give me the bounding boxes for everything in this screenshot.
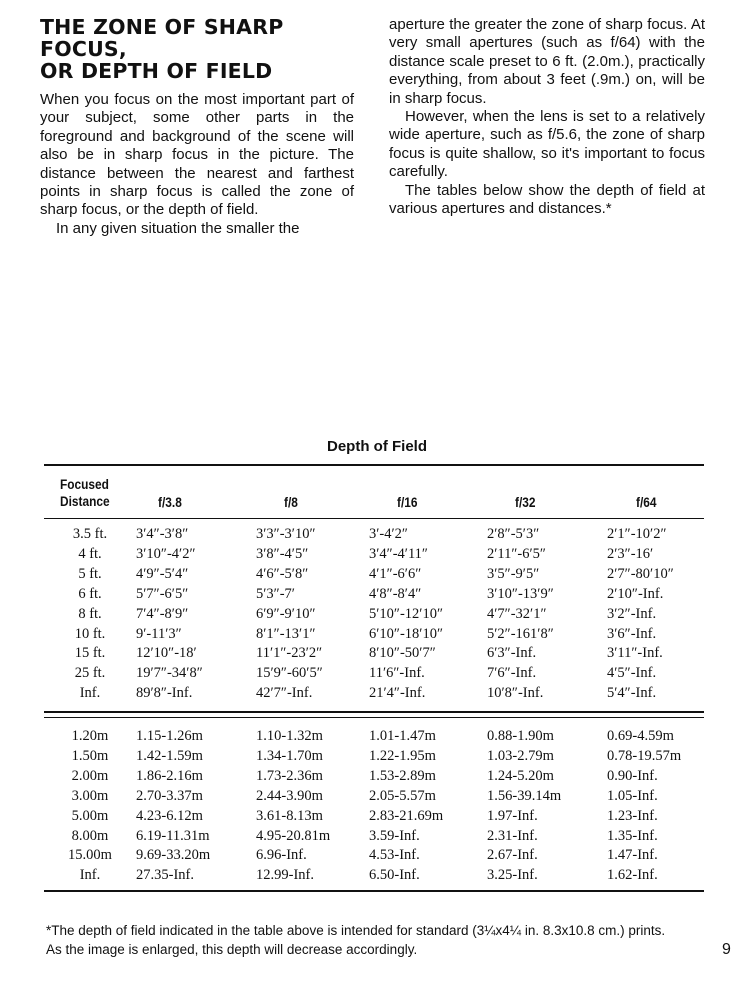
imperial-range-cell: 3′8″-4′5″ [256, 545, 309, 562]
imperial-focused-distance-cell: 25 ft. [74, 665, 106, 682]
metric-range-cell: 0.90-Inf. [607, 767, 658, 784]
imperial-range-cell: 2′3″-16′ [607, 545, 654, 562]
imperial-range-cell: 3′3″-3′10″ [256, 526, 316, 542]
imperial-range-cell: 3′10″-13′9″ [487, 585, 554, 602]
imperial-depth-table [44, 525, 704, 704]
imperial-range-cell: 7′6″-Inf. [487, 665, 537, 682]
imperial-range-cell: 3′11″-Inf. [607, 645, 663, 662]
metric-range-cell: 1.10-1.32m [256, 728, 323, 744]
metric-focused-distance-cell: 1.20m [71, 728, 109, 744]
imperial-range-cell: 2′8″-5′3″ [487, 526, 540, 542]
imperial-row [44, 644, 704, 664]
aperture-header-f64: f/64 [636, 494, 657, 510]
metric-row [44, 827, 704, 847]
metric-range-cell: 0.69-4.59m [607, 728, 674, 744]
table-top-rule [44, 464, 704, 466]
imperial-range-cell: 2′10″-Inf. [607, 585, 664, 602]
metric-range-cell: 1.01-1.47m [369, 728, 436, 744]
imperial-range-cell: 15′9″-60′5″ [256, 665, 323, 682]
imperial-range-cell: 42′7″-Inf. [256, 685, 313, 702]
imperial-range-cell: 8′1″-13′1″ [256, 625, 316, 642]
metric-range-cell: 2.44-3.90m [256, 787, 323, 804]
metric-range-cell: 0.88-1.90m [487, 728, 554, 744]
metric-row [44, 747, 704, 767]
section-rule-2 [44, 717, 704, 718]
footnote-line-2: As the image is enlarged, this depth will decrease accordingly. [46, 942, 418, 957]
metric-row [44, 807, 704, 827]
metric-range-cell: 1.34-1.70m [256, 747, 323, 764]
table-bottom-rule [44, 890, 704, 892]
imperial-range-cell: 4′9″-5′4″ [136, 565, 189, 582]
imperial-range-cell: 3′10″-4′2″ [136, 545, 196, 562]
metric-range-cell: 2.70-3.37m [136, 787, 203, 804]
paragraph-aperture-continued: aperture the greater the zone of sharp focus. At very small apertures (such as f/64) with the distance scale preset to 6 ft. (2.0m.), practically everything, from about 3 feet (.9m.) on, will be in sharp focus. [389, 16, 705, 107]
section-rule-1 [44, 711, 704, 713]
imperial-range-cell: 4′8″-8′4″ [369, 585, 422, 602]
metric-focused-distance-cell: 2.00m [71, 767, 109, 784]
metric-focused-distance-cell: 1.50m [71, 747, 109, 764]
imperial-range-cell: 3′-4′2″ [369, 526, 408, 542]
metric-range-cell: 4.95-20.81m [256, 827, 331, 844]
imperial-row [44, 565, 704, 585]
metric-range-cell: 6.96-Inf. [256, 847, 307, 864]
metric-range-cell: 4.23-6.12m [136, 807, 203, 824]
metric-range-cell: 12.99-Inf. [256, 867, 314, 884]
left-column [40, 16, 354, 238]
imperial-range-cell: 9′-11′3″ [136, 625, 182, 642]
imperial-row [44, 545, 704, 565]
imperial-range-cell: 5′4″-Inf. [607, 685, 657, 702]
imperial-range-cell: 6′10″-18′10″ [369, 625, 444, 642]
imperial-row [44, 664, 704, 684]
metric-range-cell: 1.73-2.36m [256, 767, 323, 784]
footnote-line-1: *The depth of field indicated in the table above is intended for standard (3¼x4¼ in. 8.3x10.8 cm.) prints. [46, 923, 666, 938]
aperture-header-f16: f/16 [397, 494, 418, 510]
imperial-range-cell: 19′7″-34′8″ [136, 665, 203, 682]
right-column [389, 16, 705, 218]
metric-range-cell: 1.47-Inf. [607, 847, 658, 864]
imperial-range-cell: 12′10″-18′ [136, 645, 197, 662]
metric-range-cell: 1.23-Inf. [607, 807, 658, 824]
imperial-range-cell: 5′3″-7′ [256, 585, 295, 602]
footnote [46, 921, 716, 959]
metric-focused-distance-cell: 15.00m [68, 847, 112, 864]
imperial-range-cell: 3′5″-9′5″ [487, 565, 540, 582]
metric-range-cell: 9.69-33.20m [136, 847, 211, 864]
imperial-focused-distance-cell: 10 ft. [74, 625, 106, 642]
metric-range-cell: 2.83-21.69m [369, 807, 444, 824]
imperial-range-cell: 4′6″-5′8″ [256, 565, 309, 582]
metric-range-cell: 4.53-Inf. [369, 847, 420, 864]
focused-distance-header [60, 476, 110, 510]
metric-range-cell: 27.35-Inf. [136, 867, 194, 884]
focused-distance-header-line-2: Distance [60, 493, 110, 509]
metric-range-cell: 6.19-11.31m [136, 827, 210, 844]
metric-focused-distance-cell: Inf. [79, 867, 101, 884]
metric-range-cell: 2.05-5.57m [369, 787, 436, 804]
imperial-range-cell: 4′5″-Inf. [607, 665, 657, 682]
metric-row [44, 866, 704, 886]
imperial-row [44, 625, 704, 645]
paragraph-tables-intro: The tables below show the depth of field at various apertures and distances.* [389, 181, 705, 218]
header-rule [44, 518, 704, 519]
focused-distance-header-line-1: Focused [60, 476, 109, 492]
imperial-range-cell: 3′2″-Inf. [607, 605, 657, 622]
metric-range-cell: 1.05-Inf. [607, 787, 658, 804]
imperial-range-cell: 2′11″-6′5″ [487, 545, 546, 562]
imperial-row [44, 605, 704, 625]
metric-range-cell: 1.56-39.14m [487, 787, 562, 804]
metric-row [44, 787, 704, 807]
imperial-focused-distance-cell: Inf. [79, 685, 101, 702]
metric-range-cell: 1.62-Inf. [607, 867, 658, 884]
aperture-header-f8: f/8 [284, 494, 298, 510]
metric-range-cell: 1.86-2.16m [136, 767, 203, 784]
imperial-range-cell: 3′4″-3′8″ [136, 526, 189, 542]
metric-row [44, 767, 704, 787]
page-number: 9 [722, 941, 731, 958]
metric-range-cell: 2.67-Inf. [487, 847, 538, 864]
imperial-row [44, 684, 704, 704]
metric-range-cell: 3.59-Inf. [369, 827, 420, 844]
imperial-focused-distance-cell: 5 ft. [78, 565, 102, 582]
imperial-range-cell: 2′1″-10′2″ [607, 526, 667, 542]
metric-focused-distance-cell: 8.00m [71, 827, 109, 844]
imperial-row [44, 585, 704, 605]
metric-depth-table [44, 727, 704, 886]
metric-range-cell: 1.35-Inf. [607, 827, 658, 844]
metric-range-cell: 3.61-8.13m [256, 807, 323, 824]
metric-range-cell: 0.78-19.57m [607, 747, 682, 764]
imperial-range-cell: 3′4″-4′11″ [369, 545, 428, 562]
aperture-header-f3-8: f/3.8 [158, 494, 182, 510]
imperial-focused-distance-cell: 8 ft. [78, 605, 102, 622]
imperial-range-cell: 5′2″-161′8″ [487, 625, 554, 642]
metric-range-cell: 1.22-1.95m [369, 747, 436, 764]
paragraph-wide-aperture: However, when the lens is set to a relatively wide aperture, such as f/5.6, the zone of sharp focus is quite shallow, so it's important to focus carefully. [389, 108, 705, 181]
imperial-range-cell: 5′10″-12′10″ [369, 605, 444, 622]
metric-range-cell: 6.50-Inf. [369, 867, 420, 884]
metric-range-cell: 3.25-Inf. [487, 867, 538, 884]
metric-row [44, 727, 704, 747]
imperial-range-cell: 3′6″-Inf. [607, 625, 657, 642]
metric-range-cell: 2.31-Inf. [487, 827, 538, 844]
imperial-range-cell: 6′9″-9′10″ [256, 605, 316, 622]
paragraph-intro: When you focus on the most important part of your subject, some other parts in the foreground and background of the scene will also be in sharp focus in the picture. The distance between the nearest and farthest points in sharp focus is called the zone of sharp focus, or the depth of field. [40, 91, 354, 219]
aperture-header-f32: f/32 [515, 494, 536, 510]
imperial-range-cell: 89′8″-Inf. [136, 685, 193, 702]
imperial-range-cell: 6′3″-Inf. [487, 645, 537, 662]
imperial-range-cell: 21′4″-Inf. [369, 685, 426, 702]
imperial-range-cell: 5′7″-6′5″ [136, 585, 189, 602]
imperial-range-cell: 10′8″-Inf. [487, 685, 544, 702]
table-title: Depth of Field [327, 438, 427, 455]
metric-focused-distance-cell: 5.00m [71, 807, 109, 824]
imperial-range-cell: 4′7″-32′1″ [487, 605, 547, 622]
imperial-focused-distance-cell: 3.5 ft. [72, 526, 108, 542]
metric-range-cell: 1.97-Inf. [487, 807, 538, 824]
metric-range-cell: 1.15-1.26m [136, 728, 203, 744]
paragraph-smaller-aperture: In any given situation the smaller the [56, 219, 300, 237]
imperial-range-cell: 11′1″-23′2″ [256, 645, 323, 662]
imperial-range-cell: 2′7″-80′10″ [607, 565, 674, 582]
imperial-focused-distance-cell: 15 ft. [74, 645, 106, 662]
metric-range-cell: 1.24-5.20m [487, 767, 554, 784]
imperial-range-cell: 8′10″-50′7″ [369, 645, 436, 662]
imperial-focused-distance-cell: 4 ft. [78, 545, 102, 562]
metric-range-cell: 1.53-2.89m [369, 767, 436, 784]
imperial-range-cell: 11′6″-Inf. [369, 665, 425, 682]
imperial-focused-distance-cell: 6 ft. [78, 585, 102, 602]
imperial-row [44, 525, 704, 545]
metric-focused-distance-cell: 3.00m [71, 787, 109, 804]
metric-row [44, 846, 704, 866]
page-heading [40, 16, 354, 82]
metric-range-cell: 1.42-1.59m [136, 747, 203, 764]
heading-line-2: OR DEPTH OF FIELD [40, 59, 273, 83]
imperial-range-cell: 7′4″-8′9″ [136, 605, 189, 622]
heading-line-1: THE ZONE OF SHARP FOCUS, [40, 15, 284, 61]
imperial-range-cell: 4′1″-6′6″ [369, 565, 422, 582]
metric-range-cell: 1.03-2.79m [487, 747, 554, 764]
